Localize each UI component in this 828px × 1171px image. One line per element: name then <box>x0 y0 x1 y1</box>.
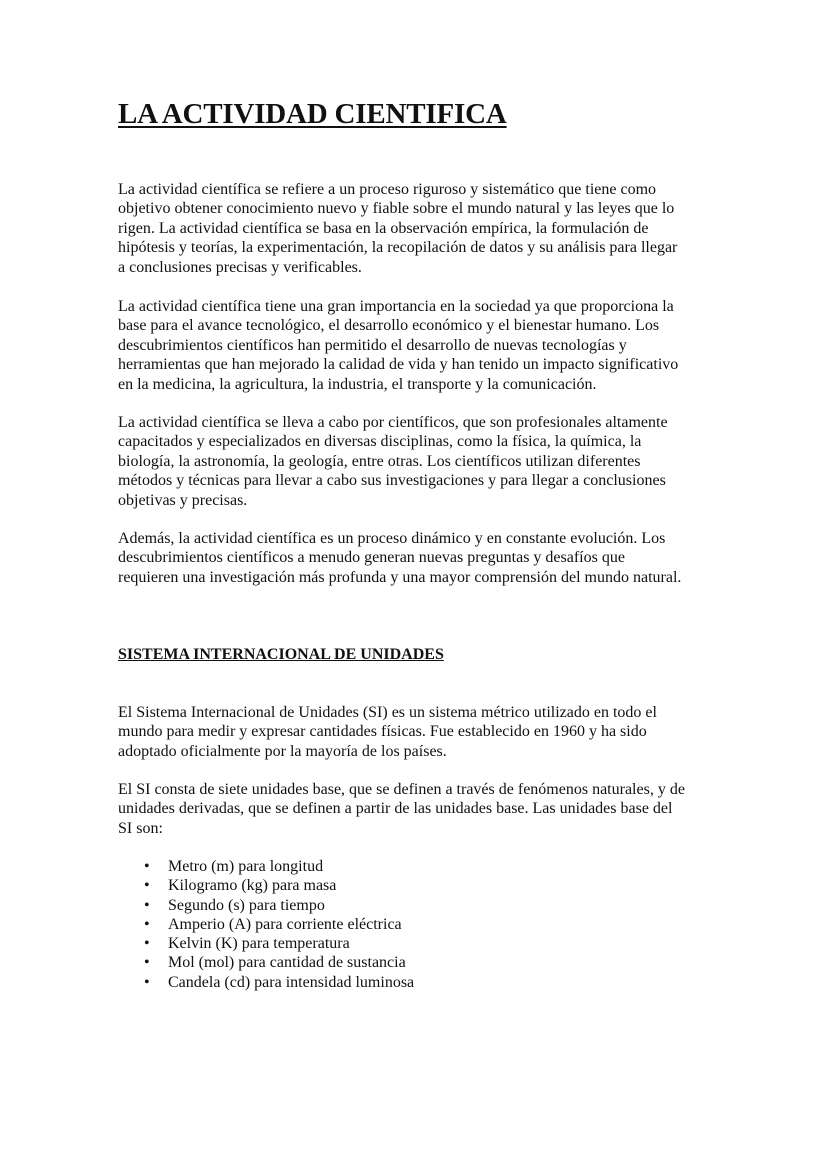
si-units-list <box>118 857 414 992</box>
bullet-icon: • <box>144 858 150 875</box>
list-item-text: Metro (m) para longitud <box>168 858 324 875</box>
text-line: hipótesis y teorías, la experimentación, la recopilación de datos y su análisis para llegar <box>118 239 678 257</box>
list-item <box>118 896 414 915</box>
list-item <box>118 876 414 895</box>
text-line: El Sistema Internacional de Unidades (SI) es un sistema métrico utilizado en todo el <box>118 704 657 721</box>
list-item-text: Amperio (A) para corriente eléctrica <box>168 915 402 933</box>
text-line: requieren una investigación más profunda y una mayor comprensión del mundo natural. <box>118 568 682 586</box>
bullet-icon: • <box>144 877 150 895</box>
list-item-text: Kelvin (K) para temperatura <box>168 935 350 953</box>
paragraph-scientists <box>118 413 668 510</box>
document-title: LA ACTIVIDAD CIENTIFICA <box>118 98 507 130</box>
text-line: unidades derivadas, que se definen a partir de las unidades base. Las unidades base del <box>118 800 673 818</box>
text-line: descubrimientos científicos a menudo generan nuevas preguntas y desafíos que <box>118 549 625 567</box>
paragraph-importance <box>118 297 678 394</box>
text-line: descubrimientos científicos han permitido el desarrollo de nuevas tecnologías y <box>118 336 627 354</box>
text-line: a conclusiones precisas y verificables. <box>118 258 362 276</box>
text-line: objetivas y precisas. <box>118 491 248 509</box>
list-item <box>118 915 414 934</box>
list-item-text: Segundo (s) para tiempo <box>168 896 325 914</box>
paragraph-si-intro <box>118 703 657 761</box>
text-line: La actividad científica tiene una gran importancia en la sociedad ya que proporciona la <box>118 298 674 315</box>
list-item <box>118 953 414 972</box>
list-item <box>118 934 414 953</box>
section-heading-si: SISTEMA INTERNACIONAL DE UNIDADES <box>118 646 444 663</box>
bullet-icon: • <box>144 973 150 991</box>
text-line: La actividad científica se refiere a un proceso riguroso y sistemático que tiene como <box>118 181 657 198</box>
text-line: mundo para medir y expresar cantidades físicas. Fue establecido en 1960 y ha sido <box>118 723 647 741</box>
bullet-icon: • <box>144 896 150 914</box>
list-item-text: Kilogramo (kg) para masa <box>168 877 337 895</box>
text-line: SI son: <box>118 819 163 837</box>
text-line: herramientas que han mejorado la calidad de vida y han tenido un impacto significativo <box>118 356 679 374</box>
text-line: biología, la astronomía, la geología, entre otras. Los científicos utilizan diferentes <box>118 452 641 470</box>
list-item <box>118 973 414 992</box>
text-line: capacitados y especializados en diversas disciplinas, como la física, la química, la <box>118 433 642 451</box>
text-line: objetivo obtener conocimiento nuevo y fiable sobre el mundo natural y las leyes que lo <box>118 200 675 218</box>
bullet-icon: • <box>144 915 150 933</box>
text-line: adoptado oficialmente por la mayoría de los países. <box>118 742 447 760</box>
text-line: base para el avance tecnológico, el desarrollo económico y el bienestar humano. Los <box>118 317 660 335</box>
text-line: en la medicina, la agricultura, la industria, el transporte y la comunicación. <box>118 375 597 393</box>
paragraph-si-base-units <box>118 780 685 838</box>
text-line: Además, la actividad científica es un proceso dinámico y en constante evolución. Los <box>118 530 666 547</box>
paragraph-evolution <box>118 529 681 587</box>
bullet-icon: • <box>144 935 150 953</box>
list-item <box>118 857 414 876</box>
list-item-text: Mol (mol) para cantidad de sustancia <box>168 954 406 972</box>
text-line: rigen. La actividad científica se basa en la observación empírica, la formulación de <box>118 219 649 237</box>
list-item-text: Candela (cd) para intensidad luminosa <box>168 973 415 991</box>
text-line: La actividad científica se lleva a cabo por científicos, que son profesionales altamente <box>118 414 668 431</box>
text-line: métodos y técnicas para llevar a cabo sus investigaciones y para llegar a conclusiones <box>118 472 666 490</box>
paragraph-definition <box>118 180 677 277</box>
bullet-icon: • <box>144 954 150 972</box>
text-line: El SI consta de siete unidades base, que se definen a través de fenómenos naturales, y de <box>118 781 685 798</box>
